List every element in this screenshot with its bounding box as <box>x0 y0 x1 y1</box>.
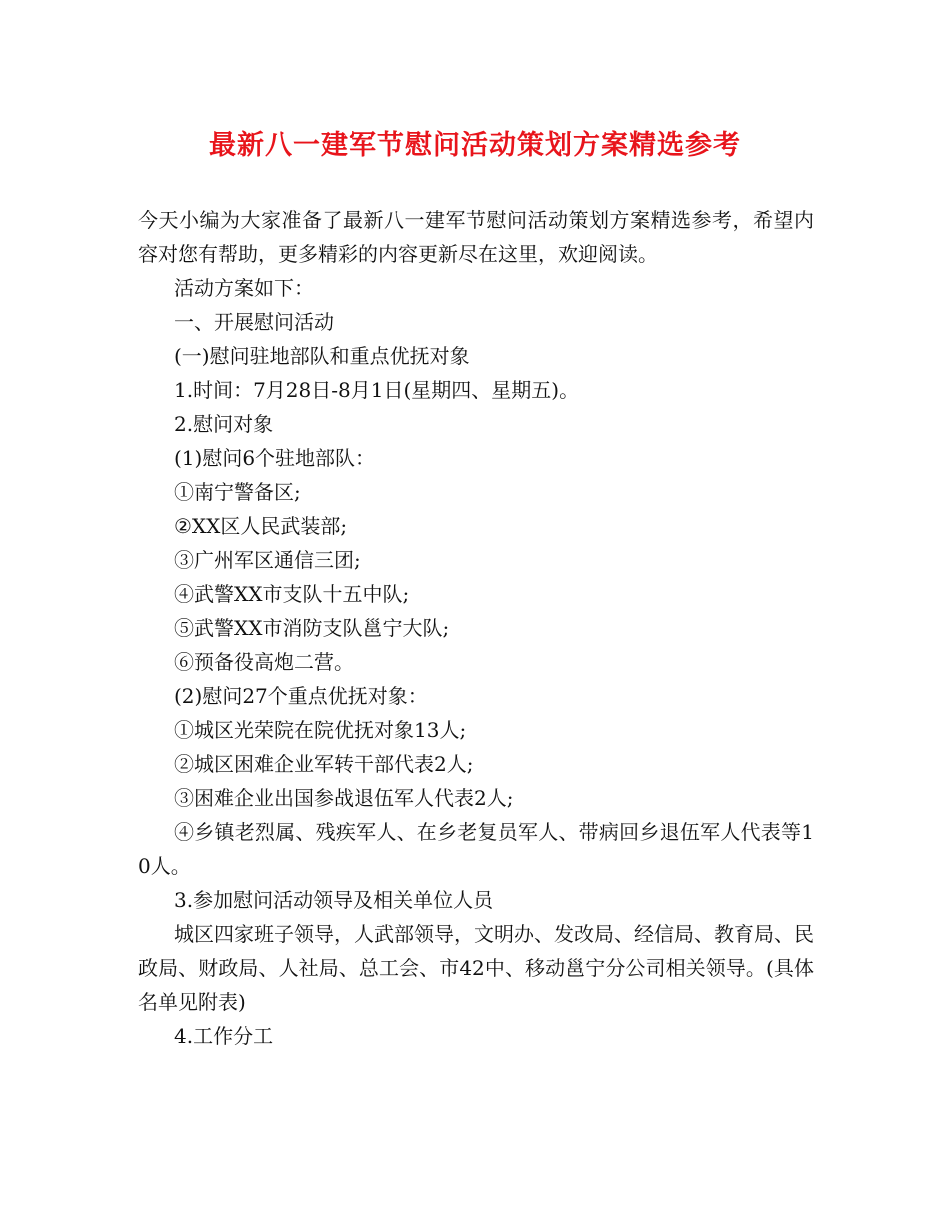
list-item: ①南宁警备区; <box>174 480 301 504</box>
list-item: ⑤武警XX市消防支队邕宁大队; <box>174 616 450 640</box>
document-body <box>138 203 814 1053</box>
list-item: ③困难企业出国参战退伍军人代表2人; <box>174 786 514 810</box>
intro-paragraph: 今天小编为大家准备了最新八一建军节慰问活动策划方案精选参考，希望内容对您有帮助，更多精彩的内容更新尽在这里，欢迎阅读。 <box>138 208 814 266</box>
subsection-heading-1: (一)慰问驻地部队和重点优抚对象 <box>174 344 470 368</box>
participants-paragraph: 城区四家班子领导，人武部领导，文明办、发改局、经信局、教育局、民政局、财政局、人社局、总工会、市42中、移动邕宁分公司相关领导。(具体名单见附表) <box>138 922 814 1014</box>
list-item: ④乡镇老烈属、残疾军人、在乡老复员军人、带病回乡退伍军人代表等10人。 <box>138 820 814 878</box>
priority-heading: (2)慰问27个重点优抚对象： <box>174 684 428 708</box>
document-title: 最新八一建军节慰问活动策划方案精选参考 <box>209 130 741 161</box>
plan-intro: 活动方案如下： <box>174 276 314 300</box>
list-item: ②城区困难企业军转干部代表2人; <box>174 752 474 776</box>
list-item: ①城区光荣院在院优抚对象13人; <box>174 718 467 742</box>
list-item: ②XX区人民武装部; <box>174 514 348 538</box>
section-heading-1: 一、开展慰问活动 <box>174 310 334 334</box>
time-item: 1.时间：7月28日-8月1日(星期四、星期五)。 <box>174 378 580 402</box>
list-item: ③广州军区通信三团; <box>174 548 361 572</box>
participants-heading: 3.参加慰问活动领导及相关单位人员 <box>174 888 494 912</box>
list-item: ④武警XX市支队十五中队; <box>174 582 410 606</box>
troops-heading: (1)慰问6个驻地部队： <box>174 446 376 470</box>
list-item: ⑥预备役高炮二营。 <box>174 650 354 674</box>
targets-heading: 2.慰问对象 <box>174 412 274 436</box>
division-heading: 4.工作分工 <box>174 1024 274 1048</box>
